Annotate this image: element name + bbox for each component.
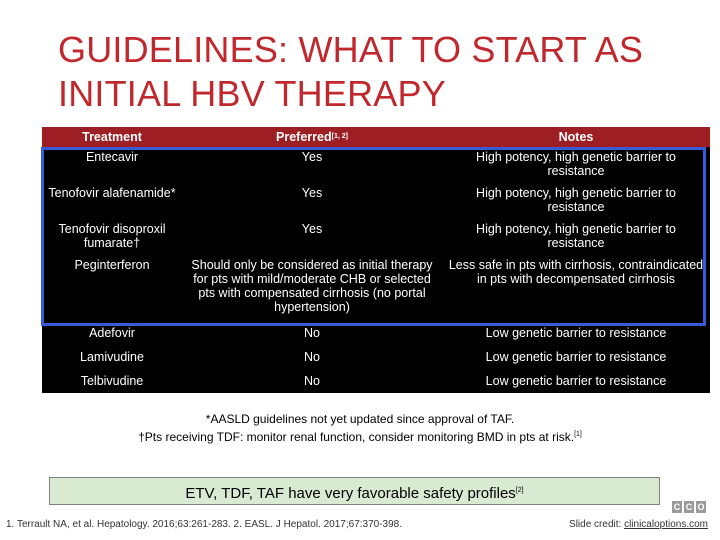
table-row [42, 147, 710, 183]
cell-preferred: Yes [301, 222, 323, 236]
table-row [42, 321, 710, 345]
cell-treatment: Peginterferon [74, 258, 150, 272]
cell-notes: Low genetic barrier to resistance [485, 350, 667, 364]
cell-preferred: Yes [301, 186, 323, 200]
table-header-row [42, 127, 710, 147]
cell-preferred: No [304, 374, 320, 388]
slide-credit-link[interactable]: clinicaloptions.com [624, 519, 708, 530]
table-row [42, 369, 710, 393]
references: 1. Terrault NA, et al. Hepatology. 2016;63:261-283. 2. EASL. J Hepatol. 2017;67:370-398. [6, 519, 403, 530]
cell-notes: Low genetic barrier to resistance [485, 374, 667, 388]
table-row [42, 219, 710, 255]
cell-treatment: Adefovir [89, 326, 135, 340]
table-row [42, 183, 710, 219]
cell-preferred: No [304, 350, 320, 364]
cell-treatment: Entecavir [85, 150, 139, 164]
header-treatment: Treatment [82, 130, 142, 144]
cell-preferred: Yes [301, 150, 323, 164]
logo-letter: C [673, 502, 681, 512]
cco-logo [672, 501, 706, 513]
safety-summary-ref: [2] [515, 487, 524, 494]
header-notes: Notes [558, 130, 594, 144]
footnote-aasld: *AASLD guidelines not yet updated since approval of TAF. [205, 412, 515, 426]
cell-treatment: Tenofovir alafenamide* [48, 186, 176, 200]
logo-letter: C [685, 502, 693, 512]
footnote-tdf-text: †Pts receiving TDF: monitor renal function, consider monitoring BMD in pts at risk. [138, 430, 575, 444]
footnote-tdf-ref: [1] [574, 431, 582, 438]
header-preferred-ref: [1, 2] [331, 133, 348, 140]
cell-treatment: Telbivudine [80, 374, 144, 388]
cell-notes: Less safe in pts with cirrhosis, contraindicated in pts with decompensated cirrhosis [448, 258, 704, 286]
cell-treatment: Tenofovir disoproxil fumarate† [58, 222, 166, 250]
table-row [42, 345, 710, 369]
table-row [42, 255, 710, 321]
safety-summary-text: ETV, TDF, TAF have very favorable safety profiles [185, 485, 516, 502]
cell-notes: High potency, high genetic barrier to resistance [476, 150, 676, 178]
page-title: GUIDELINES: WHAT TO START AS INITIAL HBV THERAPY [58, 29, 644, 114]
header-preferred [182, 127, 442, 147]
therapy-table [42, 127, 710, 393]
slide-credit-prefix: Slide credit: [569, 519, 625, 530]
cell-preferred: Should only be considered as initial therapy for pts with mild/moderate CHB or selected pts with compensated cirrhosis (no portal hypertension) [191, 258, 433, 314]
header-preferred-label: Preferred [276, 130, 332, 144]
cell-preferred: No [304, 326, 320, 340]
cell-treatment: Lamivudine [80, 350, 144, 364]
logo-letter: O [697, 502, 705, 512]
cell-notes: High potency, high genetic barrier to resistance [476, 186, 676, 214]
cell-notes: Low genetic barrier to resistance [485, 326, 667, 340]
cell-notes: High potency, high genetic barrier to resistance [476, 222, 676, 250]
footnote-tdf [0, 427, 720, 445]
safety-summary-box [49, 477, 660, 505]
slide-credit [569, 519, 708, 530]
